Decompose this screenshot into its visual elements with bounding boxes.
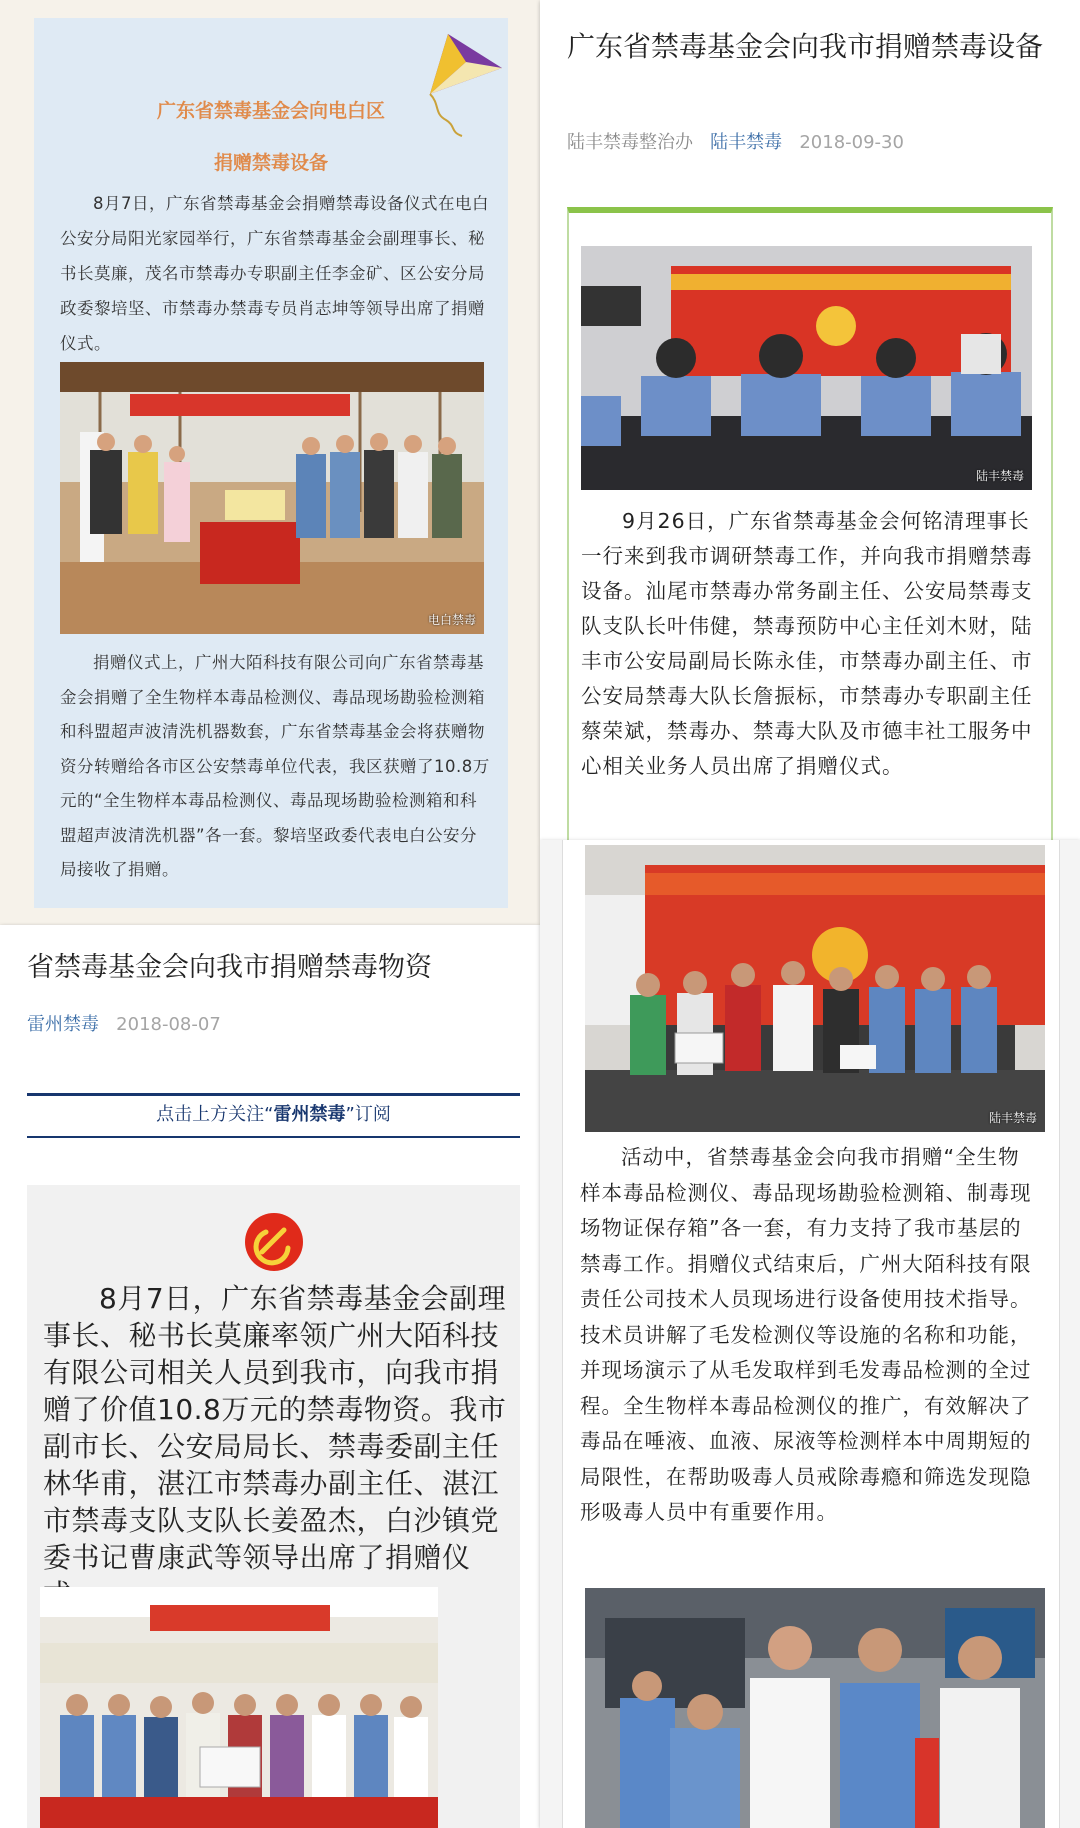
article-title: 广东省禁毒基金会向我市捐赠禁毒设备 xyxy=(567,30,1044,63)
publish-date: 2018-08-07 xyxy=(116,1014,221,1035)
article-meta xyxy=(27,1010,221,1036)
meeting-room-photo xyxy=(581,246,1032,490)
photo-watermark: 电白禁毒 xyxy=(427,613,476,627)
article-source: 陆丰禁毒整治办 xyxy=(567,132,693,153)
article-meta xyxy=(567,128,904,154)
party-emblem-icon xyxy=(244,1212,304,1272)
article-paragraph: 8月7日，广东省禁毒基金会捐赠禁毒设备仪式在电白公安分局阳光家园举行，广东省禁毒基金会副理事长、秘书长莫廉，茂名市禁毒办专职副主任李金矿、区公安分局政委黎培坚、市禁毒办禁毒专员肖志坤等领导出席了捐赠仪式。 xyxy=(60,194,489,353)
article-paragraph: 9月26日，广东省禁毒基金会何铭清理事长一行来到我市调研禁毒工作，并向我市捐赠禁毒设备。汕尾市禁毒办常务副主任、公安局禁毒支队支队长叶伟健，禁毒预防中心主任刘木财，陆丰市公安局副局长陈永佳，市禁毒办副主任、市公安局禁毒大队长詹振标，市禁毒办专职副主任蔡荣斌，禁毒办、禁毒大队及市德丰社工服务中心相关业务人员出席了捐赠仪式。 xyxy=(581,509,1033,778)
article-panel-lufeng xyxy=(540,0,1080,840)
group-photo xyxy=(40,1587,438,1828)
article-card xyxy=(27,1185,520,1828)
article-card xyxy=(34,18,508,908)
photo-watermark: 陆丰禁毒 xyxy=(975,469,1024,483)
article-panel-leizhou xyxy=(0,925,540,1828)
article-heading-line1: 广东省禁毒基金会向电白区 xyxy=(156,100,385,122)
follow-suffix: ”订阅 xyxy=(345,1104,391,1125)
account-link[interactable]: 雷州禁毒 xyxy=(27,1014,99,1035)
article-title: 省禁毒基金会向我市捐赠禁毒物资 xyxy=(27,952,432,983)
article-panel-dianbai xyxy=(0,0,540,925)
article-paragraph: 捐赠仪式上，广州大陌科技有限公司向广东省禁毒基金会捐赠了全生物样本毒品检测仪、毒品现场勘验检测箱和科盟超声波清洗机器数套，广东省禁毒基金会将获赠物资分转赠给各市区公安禁毒单位代表，我区获赠了10.8万元的“全生物样本毒品检测仪、毒品现场勘验检测箱和科盟超声波清洗机器”各一套。黎培坚政委代表电白公安分局接收了捐赠。 xyxy=(60,653,490,879)
article-paragraph: 8月7日，广东省禁毒基金会副理事长、秘书长莫廉率领广州大陌科技有限公司相关人员到我市，向我市捐赠了价值10.8万元的禁毒物资。我市副市长、公安局局长、禁毒委副主任林华甫，湛江市禁毒办副主任、湛江市禁毒支队支队长姜盈杰，白沙镇党委书记曹康武等领导出席了捐赠仪 xyxy=(43,1282,507,1574)
donation-ceremony-photo xyxy=(60,362,484,634)
article-heading-line2: 捐赠禁毒设备 xyxy=(213,152,328,174)
group-photo xyxy=(585,845,1045,1132)
follow-banner[interactable] xyxy=(27,1093,520,1138)
publish-date: 2018-09-30 xyxy=(799,132,904,153)
follow-prefix: 点击上方关注“ xyxy=(156,1104,274,1125)
equipment-demo-photo xyxy=(585,1588,1045,1828)
article-paragraph: 活动中，省禁毒基金会向我市捐赠“全生物样本毒品检测仪、毒品现场勘验检测箱、制毒现场物证保存箱”各一套，有力支持了我市基层的禁毒工作。捐赠仪式结束后，广州大陌科技有限责任公司技术人员现场进行设备使用技术指导。技术员讲解了毛发检测仪等设施的名称和功能，并现场演示了从毛发取样到毛发毒品检测的全过程。全生物样本毒品检测仪的推广，有效解决了毒品在唾液、血液、尿液等检测样本中周期短的局限性，在帮助吸毒人员戒除毒瘾和筛选发现隐形吸毒人员中有重要作用。 xyxy=(580,1145,1032,1524)
article-panel-lufeng-continued xyxy=(540,840,1080,1828)
account-link[interactable]: 陆丰禁毒 xyxy=(710,132,783,153)
follow-account-name: 雷州禁毒 xyxy=(273,1104,346,1125)
photo-watermark: 陆丰禁毒 xyxy=(988,1111,1037,1125)
